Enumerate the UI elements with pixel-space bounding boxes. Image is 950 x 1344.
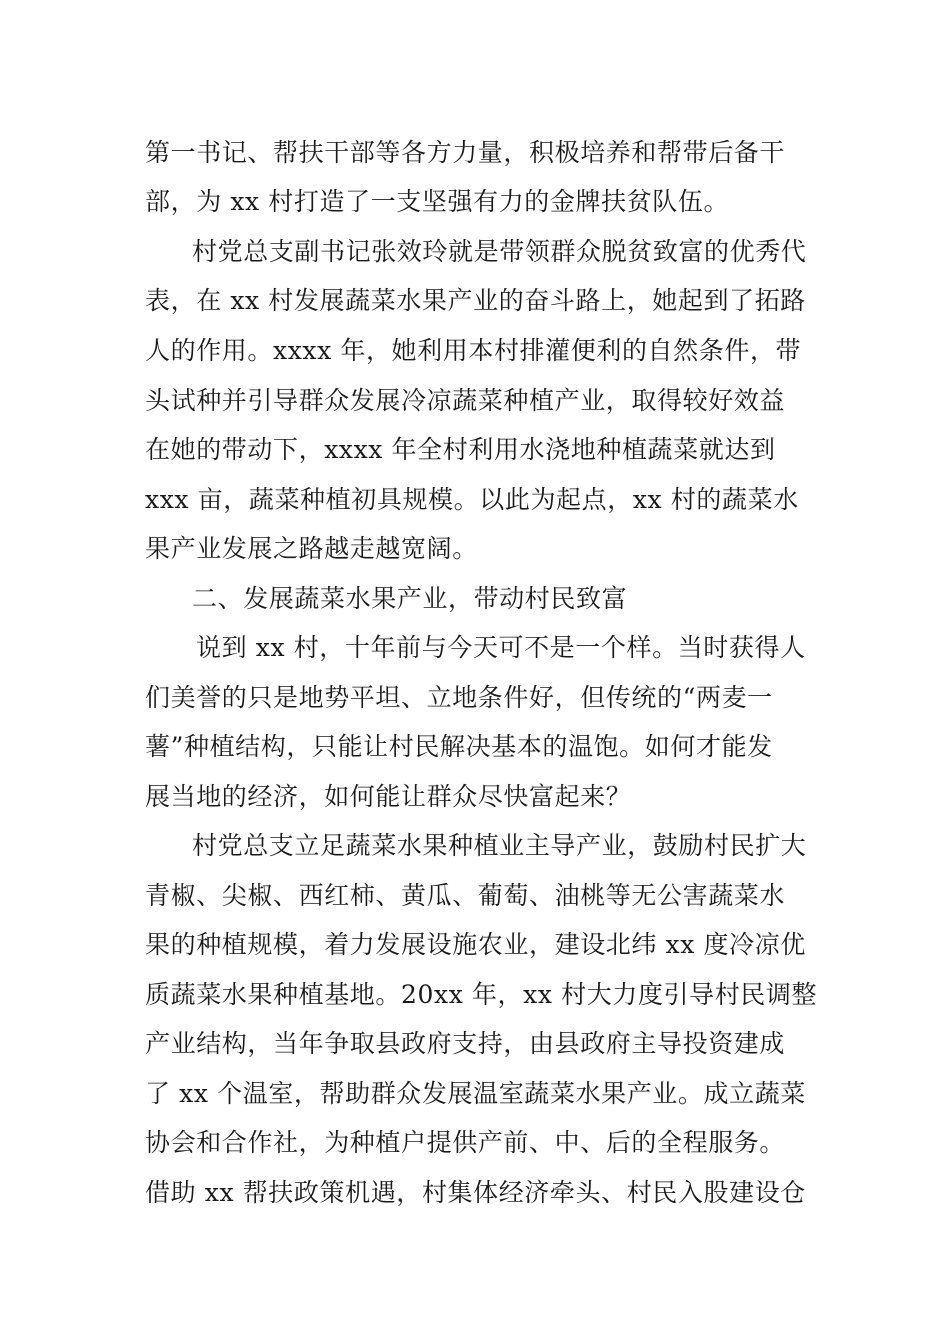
- text-line: 果的种植规模，着力发展设施农业，建设北纬 xx 度冷凉优: [145, 930, 806, 959]
- paragraph-start-line: 说到 xx 村，十年前与今天可不是一个样。当时获得人: [196, 633, 806, 662]
- text-line: 产业结构，当年争取县政府支持，由县政府主导投资建成: [145, 1029, 786, 1058]
- text-line: 质蔬菜水果种植基地。20xx 年，xx 村大力度引导村民调整: [145, 980, 818, 1009]
- text-line: 果产业发展之路越走越宽阔。: [145, 534, 478, 563]
- text-line: 了 xx 个温室，帮助群众发展温室蔬菜水果产业。成立蔬菜: [145, 1079, 806, 1108]
- text-line: 展当地的经济，如何能让群众尽快富起来？: [145, 782, 632, 811]
- text-line: 表，在 xx 村发展蔬菜水果产业的奋斗路上，她起到了拓路: [145, 286, 806, 315]
- text-line: 借助 xx 帮扶政策机遇，村集体经济牵头、村民入股建设仓: [145, 1178, 806, 1207]
- section-heading: 二、发展蔬菜水果产业，带动村民致富: [192, 584, 628, 613]
- text-line: 人的作用。xxxx 年，她利用本村排灌便利的自然条件，带: [145, 336, 802, 365]
- text-line: 协会和合作社，为种植户提供产前、中、后的全程服务。: [145, 1128, 786, 1157]
- text-line: 们美誉的只是地势平坦、立地条件好，但传统的“两麦一: [145, 683, 773, 712]
- paragraph-start-line: 村党总支副书记张效玲就是带领群众脱贫致富的优秀代: [192, 237, 807, 266]
- text-line: 薯”种植结构，只能让村民解决基本的温饱。如何才能发: [145, 732, 773, 761]
- text-line: 在她的带动下，xxxx 年全村利用水浇地种植蔬菜就达到: [145, 435, 776, 464]
- text-line: 第一书记、帮扶干部等各方力量，积极培养和帮带后备干: [145, 138, 786, 167]
- text-line: 部，为 xx 村打造了一支坚强有力的金牌扶贫队伍。: [145, 187, 730, 216]
- text-line: 头试种并引导群众发展冷凉蔬菜种植产业，取得较好效益: [145, 386, 786, 415]
- paragraph-start-line: 村党总支立足蔬菜水果种植业主导产业，鼓励村民扩大: [192, 831, 807, 860]
- text-line: 青椒、尖椒、西红柿、黄瓜、葡萄、油桃等无公害蔬菜水: [145, 881, 786, 910]
- text-line: xxx 亩，蔬菜种植初具规模。以此为起点，xx 村的蔬菜水: [145, 485, 799, 514]
